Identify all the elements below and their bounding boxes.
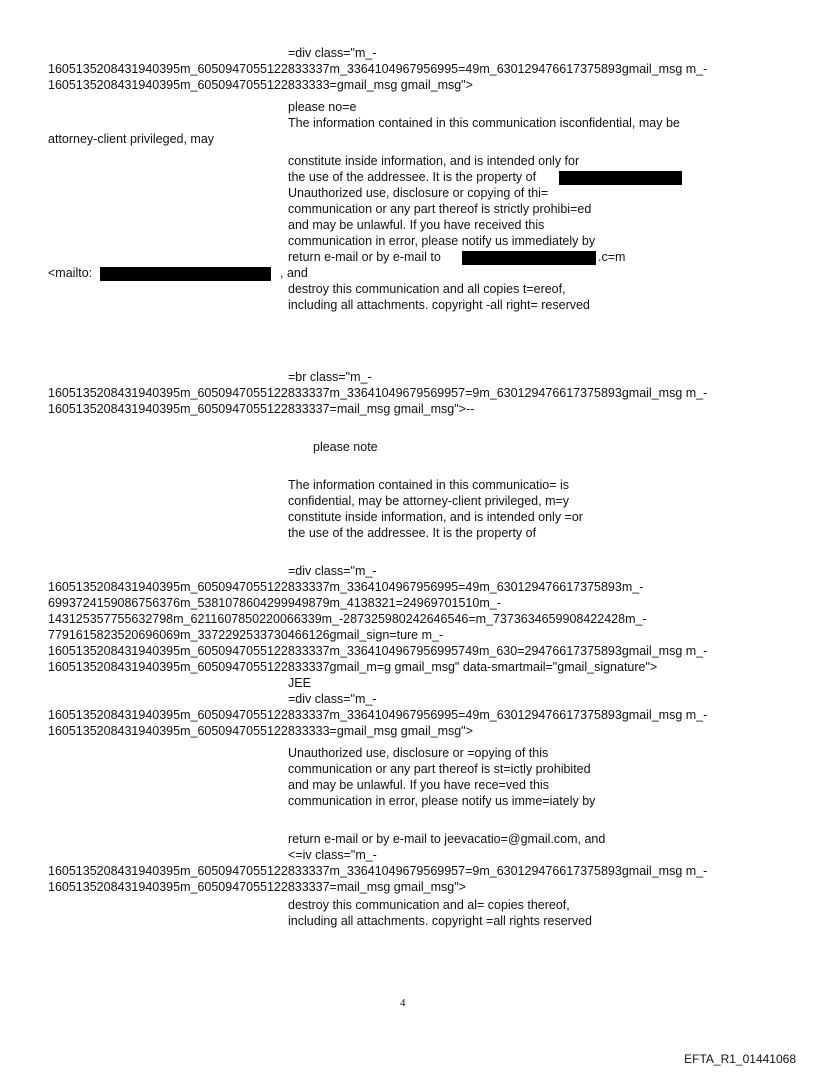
text-line: constitute inside information, and is intended only =or [288,510,583,524]
text-line: 1605135208431940395m_6050947055122833337=mail_msg gmail_msg">-- [48,402,475,416]
text-line: communication in error, please notify us imme=iately by [288,794,596,808]
text-line: return e-mail or by e-mail to [288,250,441,264]
bates-number: EFTA_R1_01441068 [684,1052,796,1066]
text-line: 6993724159086756376m_5381078604299949879m_4138321=24969701510m_- [48,596,501,610]
text-line: 1605135208431940395m_6050947055122833337m_3364104967956995=49m_630129476617375893gmail_msg m_- [48,708,708,722]
text-line: <=iv class="m_- [288,848,377,862]
text-line: 1605135208431940395m_6050947055122833337=mail_msg gmail_msg"> [48,880,466,894]
text-line: the use of the addressee. It is the property of [288,170,537,184]
redaction-box [462,251,596,265]
text-line: communication or any part thereof is strictly prohibi=ed [288,202,592,216]
page-number: 4 [400,997,406,1009]
text-line: <mailto: [48,266,93,280]
text-line: please note [313,440,378,454]
text-line: confidential, may be attorney-client privileged, m=y [288,494,570,508]
text-line: 143125357755632798m_6211607850220066339m_-287325980242646546=m_7373634659908422428m_- [48,612,647,626]
text-line: JEE [288,676,311,690]
text-line: 1605135208431940395m_6050947055122833337m_33641049679569957=9m_630129476617375893gmail_msg m_- [48,864,708,878]
text-line: including all attachments. copyright -all right= reserved [288,298,590,312]
text-line: Unauthorized use, disclosure or copying of thi= [288,186,549,200]
text-line: communication or any part thereof is st=ictly prohibited [288,762,591,776]
text-line: 1605135208431940395m_6050947055122833337m_3364104967956995=49m_630129476617375893gmail_msg m_- [48,62,708,76]
text-line: =div class="m_- [288,692,377,706]
text-line: 1605135208431940395m_6050947055122833337gmail_m=g gmail_msg" data-smartmail="gmail_signature"> [48,660,658,674]
text-line: constitute inside information, and is intended only for [288,154,580,168]
text-line: 1605135208431940395m_6050947055122833337m_3364104967956995749m_630=29476617375893gmail_msg m_- [48,644,708,658]
text-line: Unauthorized use, disclosure or =opying of this [288,746,549,760]
text-line: The information contained in this communication isconfidential, may be [288,116,680,130]
text-line: communication in error, please notify us immediately by [288,234,596,248]
text-line: and may be unlawful. If you have received this [288,218,545,232]
text-line: 1605135208431940395m_6050947055122833333=gmail_msg gmail_msg"> [48,724,473,738]
text-line: return e-mail or by e-mail to jeevacatio=@gmail.com, and [288,832,606,846]
redaction-box [559,171,682,185]
text-line: , and [280,266,308,280]
text-line: destroy this communication and all copies t=ereof, [288,282,566,296]
text-line: attorney-client privileged, may [48,132,215,146]
text-line: the use of the addressee. It is the property of [288,526,537,540]
text-line: 7791615823520696069m_3372292533730466126gmail_sign=ture m_- [48,628,444,642]
text-line: =div class="m_- [288,564,377,578]
text-line: 1605135208431940395m_6050947055122833337m_33641049679569957=9m_630129476617375893gmail_msg m_- [48,386,708,400]
text-line: =br class="m_- [288,370,372,384]
text-line: 1605135208431940395m_6050947055122833337m_3364104967956995=49m_630129476617375893m_- [48,580,644,594]
redaction-box [100,267,271,281]
text-line: =div class="m_- [288,46,377,60]
text-line: please no=e [288,100,357,114]
text-line: .c=m [598,250,626,264]
text-line: including all attachments. copyright =all rights reserved [288,914,592,928]
text-line: and may be unlawful. If you have rece=ved this [288,778,549,792]
text-line: The information contained in this communicatio= is [288,478,570,492]
text-line: destroy this communication and al= copies thereof, [288,898,570,912]
text-line: 1605135208431940395m_6050947055122833333=gmail_msg gmail_msg"> [48,78,473,92]
